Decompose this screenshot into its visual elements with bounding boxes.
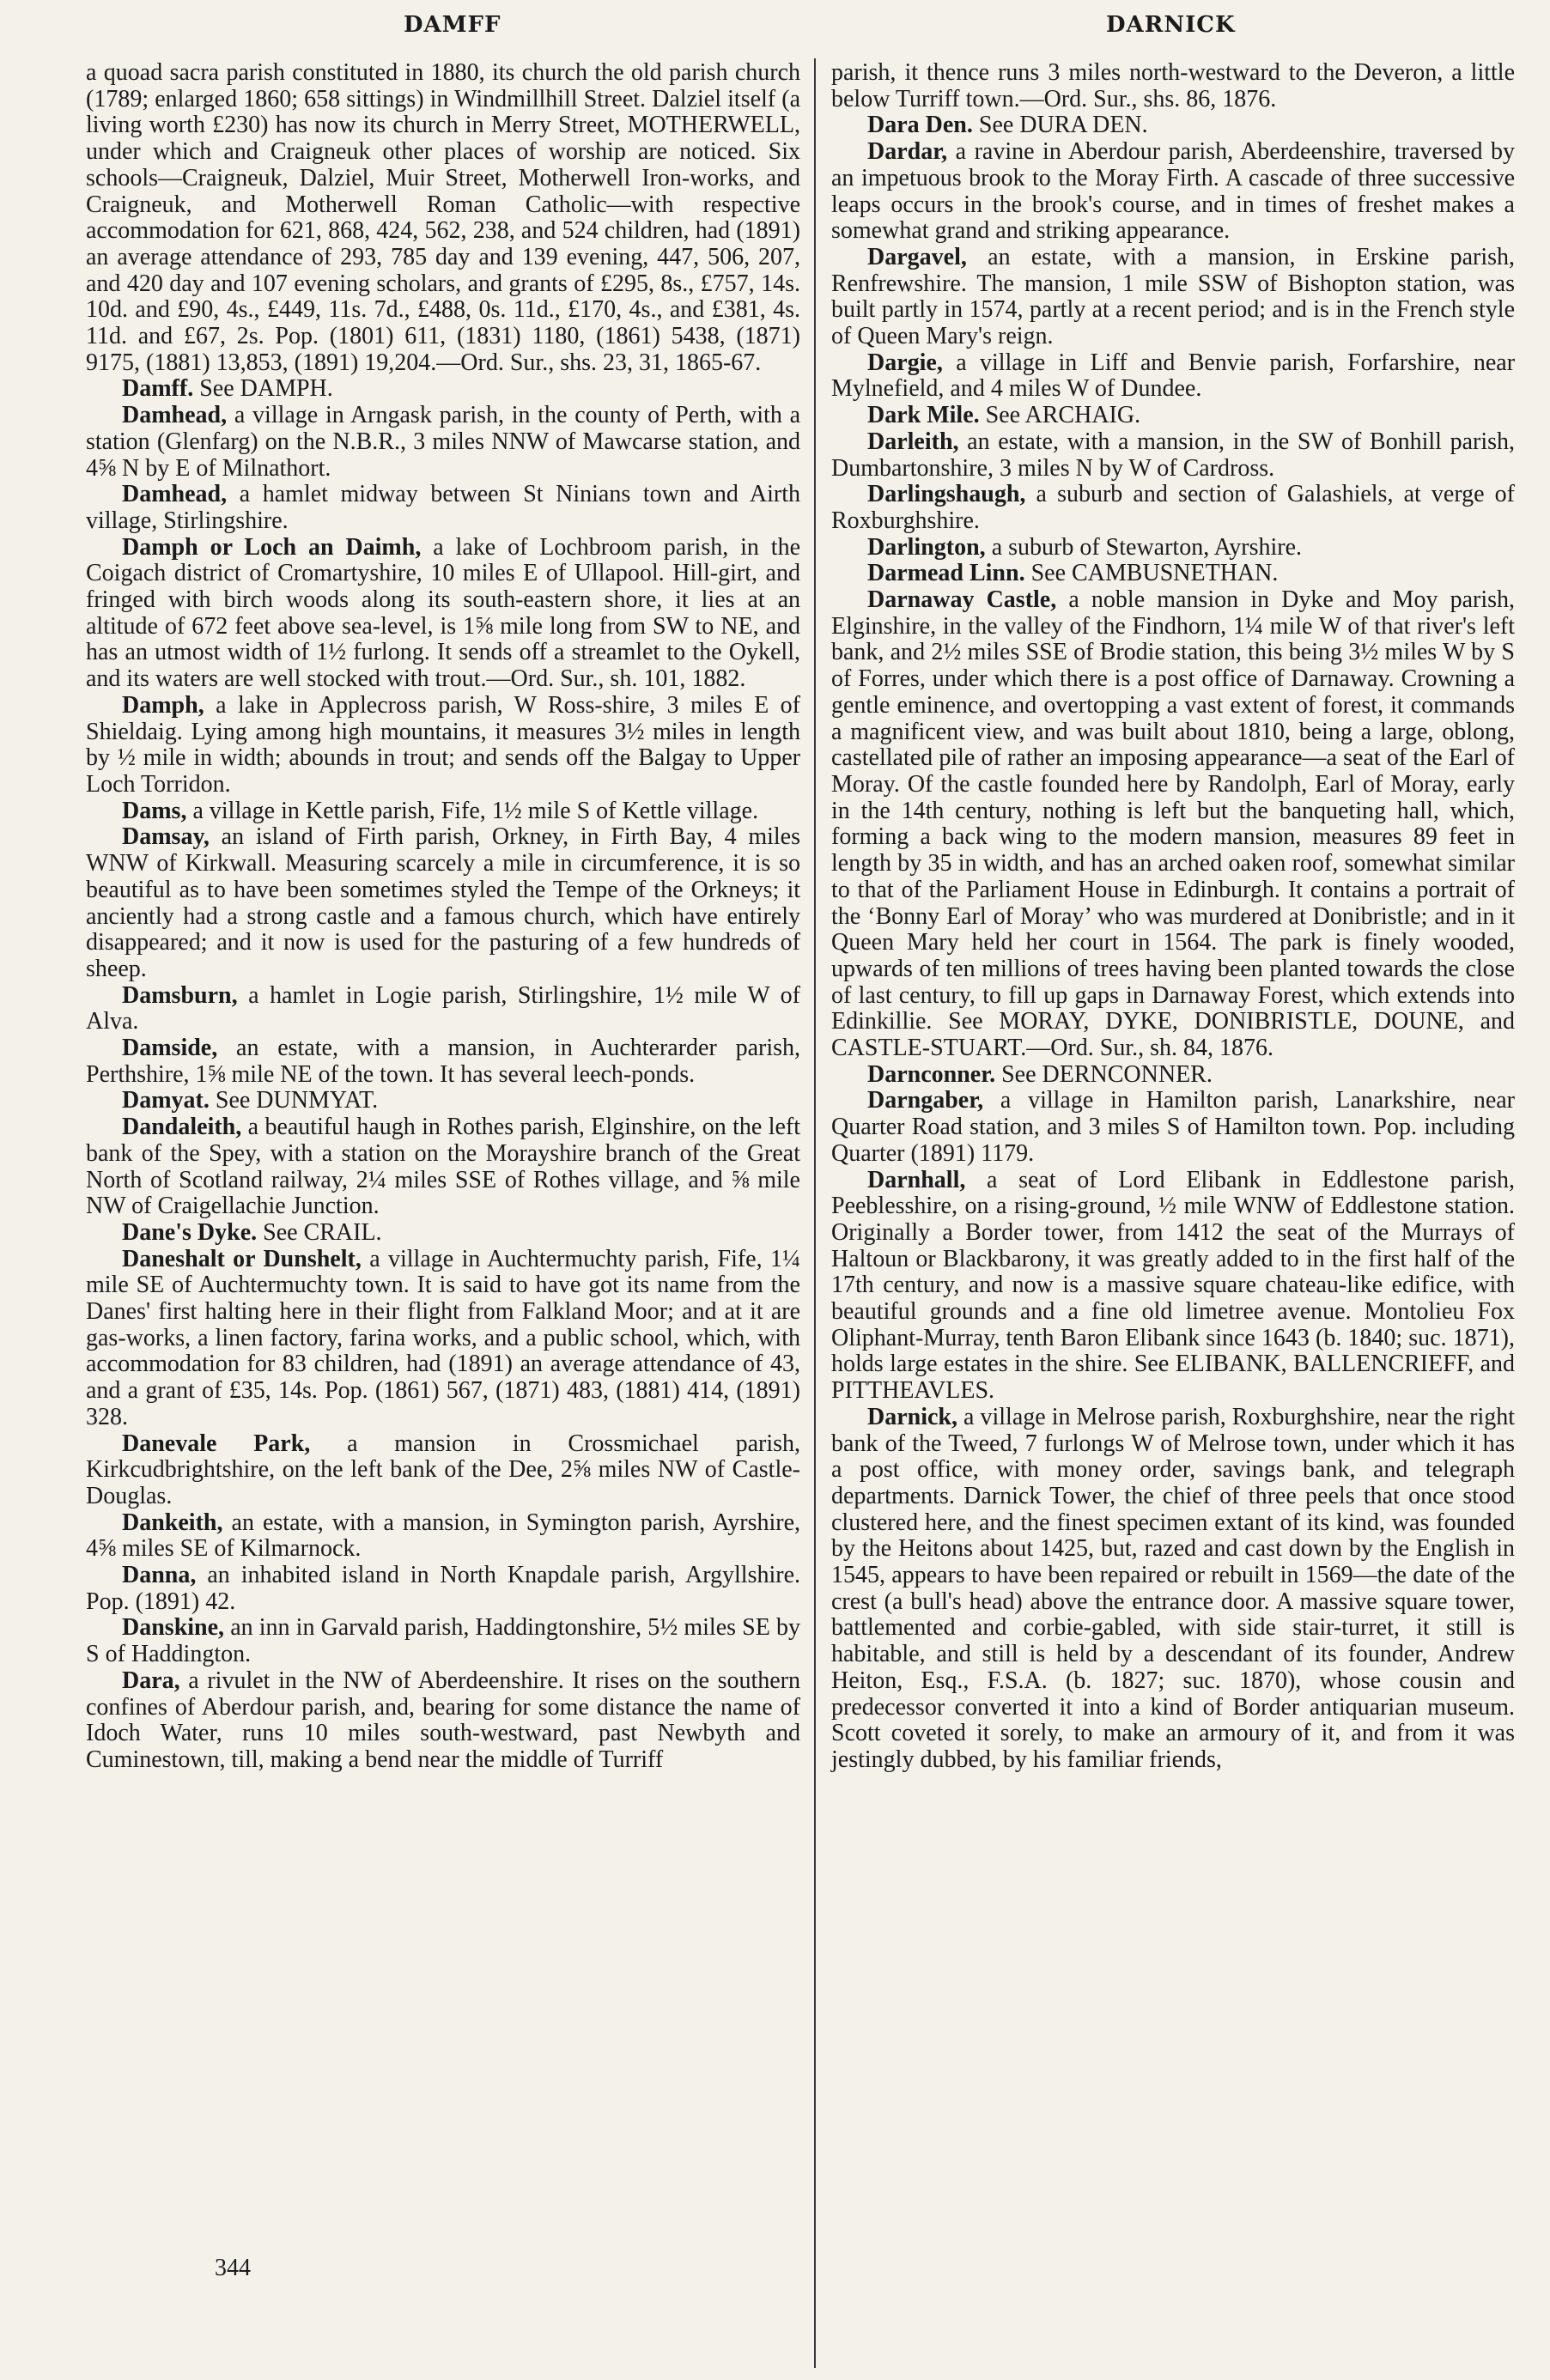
entry-text: See DAMPH. <box>199 375 333 403</box>
right-column <box>831 60 1515 1774</box>
gazetteer-entry <box>86 1510 800 1563</box>
entry-text: a noble mansion in Dyke and Moy parish, Elginshire, in the valley of the Findhorn, 1¼ mile W of that river's left bank, and 2½ miles SSE of Brodie station, this being 3½ miles W by S of Forres, under which there is a post office of Darnaway. Crowning a gentle eminence, and overtopping a vast extent of forest, it commands a magnificent view, and was built about 1810, being a large, oblong, castellated pile of rather an imposing appearance—a seat of the Earl of Moray. Of the castle founded here by Randolph, Earl of Moray, early in the 14th century, nothing is left but the banqueting hall, which, forming a back wing to the modern mansion, measures 89 feet in length by 35 in width, and has an arched oaken roof, somewhat similar to that of the Parliament House in Edinburgh. It contains a portrait of the ‘Bonny Earl of Moray’ who was murdered at Donibristle; and in it Queen Mary held her court in 1564. The park is finely wooded, upwards of ten millions of trees having been planted towards the close of last century, to fill up gaps in Darnaway Forest, which extends into Edinkillie. See MORAY, DYKE, DONIBRISTLE, DOUNE, and CASTLE-STUART.—Ord. Sur., sh. 84, 1876. <box>831 586 1516 1062</box>
gazetteer-entry <box>86 376 800 403</box>
entry-headword: Damph or Loch an Daimh, <box>122 533 422 561</box>
gazetteer-entry <box>86 1615 800 1667</box>
gazetteer-entry <box>86 1431 800 1510</box>
gazetteer-entry <box>831 403 1515 429</box>
entry-headword: Dankeith, <box>122 1509 223 1536</box>
entry-text: an inn in Garvald parish, Haddingtonshire, 5½ miles SE by S of Haddington. <box>86 1614 800 1668</box>
gazetteer-entry <box>831 350 1515 403</box>
entry-text: a mansion in Crossmichael parish, Kirkcudbrightshire, on the left bank of the Dee, 2⅝ miles NW of Castle-Douglas. <box>86 1430 801 1509</box>
gazetteer-entry <box>86 1247 800 1431</box>
entry-text: See DUNMYAT. <box>215 1087 379 1114</box>
gazetteer-entry <box>831 1405 1515 1774</box>
running-head-left: DAMFF <box>404 12 501 38</box>
gazetteer-entry <box>86 1563 800 1615</box>
gazetteer-entry <box>86 798 800 825</box>
entry-text: a ravine in Aberdour parish, Aberdeenshire, traversed by an impetuous brook to the Moray Firth. A cascade of three successive leaps occurs in the brook's course, and in times of freshet makes a somewhat grand and striking appearance. <box>831 138 1515 245</box>
gazetteer-entry <box>86 1668 800 1774</box>
entry-text: a village in Melrose parish, Roxburghshire, near the right bank of the Tweed, 7 furlongs W of Melrose town, under which it has a post office, with money order, savings bank, and telegraph departments. Darnick Tower, the chief of three peels that once stood clustered here, and the finest specimen extant of its kind, was founded by the Heitons about 1425, but, razed and cast down by the English in 1545, appears to have been repaired or rebuilt in 1569—the date of the crest (a bull's head) above the entrance door. A massive square tower, battlemented and corbie-gabled, with side stair-turret, it still is habitable, and still is held by a descendant of its founder, Andrew Heiton, Esq., F.S.A. (b. 1827; suc. 1870), whose cousin and predecessor converted it into a kind of Border antiquarian museum. Scott coveted it sorely, to make an armoury of it, and from it was jestingly dubbed, by his familiar friends, <box>831 1403 1515 1773</box>
gazetteer-entry <box>86 824 800 982</box>
entry-text: an estate, with a mansion, in the SW of Bonhill parish, Dumbartonshire, 3 miles N by W of Cardross. <box>831 428 1515 482</box>
entry-text: an inhabited island in North Knapdale parish, Argyllshire. Pop. (1891) 42. <box>86 1562 800 1615</box>
entry-text: a village in Hamilton parish, Lanarkshire, near Quarter Road station, and 3 miles S of Hamilton town. Pop. including Quarter (1891) 1179. <box>831 1087 1516 1167</box>
entry-text: a hamlet midway between St Ninians town and Airth village, Stirlingshire. <box>86 481 800 534</box>
gazetteer-entry <box>831 112 1515 139</box>
entry-text: a village in Kettle parish, Fife, 1½ mile S of Kettle village. <box>192 797 759 824</box>
entry-headword: Danevale Park, <box>122 1430 311 1457</box>
entry-headword: Damsay, <box>122 823 210 851</box>
gazetteer-entry <box>86 535 800 693</box>
entry-headword: Daneshalt or Dunshelt, <box>122 1245 362 1272</box>
gazetteer-entry <box>86 60 800 376</box>
entry-headword: Damside, <box>122 1035 218 1062</box>
entry-headword: Darnhall, <box>867 1166 966 1193</box>
column-divider <box>814 58 816 2368</box>
gazetteer-entry <box>831 1088 1515 1167</box>
entry-headword: Dargavel, <box>867 243 967 270</box>
entry-headword: Dargie, <box>867 349 943 376</box>
entry-text: a rivulet in the NW of Aberdeenshire. It rises on the southern confines of Aberdour parish, and, bearing for some distance the name of Idoch Water, runs 10 miles south-westward, past Newbyth and Cuminestown, till, making a bend near the middle of Turriff <box>86 1667 801 1773</box>
entry-headword: Danskine, <box>122 1614 225 1642</box>
entry-headword: Darleith, <box>867 428 959 455</box>
gazetteer-entry <box>86 1088 800 1114</box>
entry-headword: Dane's Dyke. <box>122 1218 258 1246</box>
entry-headword: Damhead, <box>122 481 228 508</box>
entry-text: See DURA DEN. <box>978 112 1148 139</box>
entry-headword: Dandaleith, <box>122 1114 242 1141</box>
entry-headword: Danna, <box>122 1562 197 1589</box>
gazetteer-entry <box>86 1220 800 1247</box>
entry-text: a village in Arngask parish, in the county of Perth, with a station (Glenfarg) on the N.B.R., 3 miles NNW of Mawcarse station, and 4⅝ N by E of Milnathort. <box>86 402 801 482</box>
entry-headword: Damyat. <box>122 1087 210 1114</box>
entry-headword: Darnick, <box>867 1403 957 1430</box>
gazetteer-entry <box>86 482 800 534</box>
page-number: 344 <box>215 2255 251 2281</box>
entry-text: a lake of Lochbroom parish, in the Coigach district of Cromartyshire, 10 miles E of Ullapool. Hill-girt, and fringed with birch woods along its south-eastern shore, it lies at an altitude of 672 feet above sea-level, is 1⅝ mile long from SW to NE, and has an utmost width of 1½ furlong. It sends off a streamlet to the Oykell, and its waters are well stocked with trout.—Ord. Sur., sh. 101, 1882. <box>86 533 800 693</box>
entry-text: an estate, with a mansion, in Auchterarder parish, Perthshire, 1⅝ mile NE of the town. It has several leech-ponds. <box>86 1035 801 1088</box>
entry-text: an estate, with a mansion, in Erskine parish, Renfrewshire. The mansion, 1 mile SSW of Bishopton station, was built partly in 1574, partly at a recent period; and is in the French style of Queen Mary's reign. <box>831 243 1516 350</box>
entry-text: See DERNCONNER. <box>1001 1060 1213 1088</box>
entry-text: an island of Firth parish, Orkney, in Firth Bay, 4 miles WNW of Kirkwall. Measuring scarcely a mile in circumference, it is so beautiful as to have been sometimes styled the Tempe of the Orkneys; it anciently had a strong castle and a famous church, which have entirely disappeared; and it now is used for the pasturing of a few hundreds of sheep. <box>86 823 800 982</box>
entry-headword: Dardar, <box>867 138 948 166</box>
entry-headword: Damph, <box>122 691 204 719</box>
entry-text: a suburb and section of Galashiels, at verge of Roxburghshire. <box>831 481 1515 534</box>
entry-headword: Damff. <box>122 375 194 403</box>
entry-text: a suburb of Stewarton, Ayrshire. <box>991 533 1303 561</box>
gazetteer-entry <box>831 561 1515 587</box>
entry-headword: Dara, <box>122 1667 180 1694</box>
gazetteer-entry <box>831 139 1515 245</box>
entry-text: a seat of Lord Elibank in Eddlestone parish, Peeblesshire, on a rising-ground, ½ mile WNW of Eddlestone station. Originally a Border tower, from 1412 the seat of the Murrays of Haltoun or Blackbarony, it was greatly added to in the first half of the 17th century, and now is a massive square chateau-like edifice, with beautiful grounds and a fine old limetree avenue. Montolieu Fox Oliphant-Murray, tenth Baron Elibank since 1643 (b. 1840; suc. 1871), holds large estates in the shire. See ELIBANK, BALLENCRIEFF, and PITTHEAVLES. <box>831 1166 1516 1405</box>
gazetteer-entry <box>831 1168 1515 1405</box>
running-head-right: DARNICK <box>1106 12 1236 38</box>
gazetteer-entry <box>831 482 1515 534</box>
entry-text: an estate, with a mansion, in Symington parish, Ayrshire, 4⅝ miles SE of Kilmarnock. <box>86 1509 801 1563</box>
entry-text: a village in Auchtermuchty parish, Fife, 1¼ mile SE of Auchtermuchty town. It is said to have got its name from the Danes' first halting here in their flight from Falkland Moor; and at it are gas-works, a linen factory, farina works, and a public school, which, with accommodation for 83 children, had (1891) an average attendance of 43, and a grant of £35, 14s. Pop. (1861) 567, (1871) 483, (1881) 414, (1891) 328. <box>86 1245 800 1430</box>
entry-headword: Dark Mile. <box>867 402 980 429</box>
entry-headword: Dara Den. <box>867 112 973 139</box>
gazetteer-entry <box>831 429 1515 482</box>
entry-text: See CRAIL. <box>263 1218 382 1246</box>
entry-headword: Darlington, <box>867 533 986 561</box>
entry-headword: Damhead, <box>122 402 228 429</box>
entry-text: a village in Liff and Benvie parish, Forfarshire, near Mylnefield, and 4 miles W of Dundee. <box>831 349 1516 403</box>
entry-headword: Damsburn, <box>122 981 238 1009</box>
entry-text: a beautiful haugh in Rothes parish, Elginshire, on the left bank of the Spey, with a station on the Morayshire branch of the Great North of Scotland railway, 2¼ miles SSE of Rothes village, and ⅝ mile NW of Craigellachie Junction. <box>86 1114 801 1220</box>
entry-headword: Dams, <box>122 797 187 824</box>
gazetteer-entry <box>86 983 800 1035</box>
entry-text: a hamlet in Logie parish, Stirlingshire, 1½ mile W of Alva. <box>86 981 800 1035</box>
entry-text: a lake in Applecross parish, W Ross-shire, 3 miles E of Shieldaig. Lying among high mountains, it measures 3½ miles in length by ½ mile in width; abounds in trout; and sends off the Balgay to Upper Loch Torridon. <box>86 691 800 798</box>
gazetteer-entry <box>86 693 800 798</box>
entry-text: See CAMBUSNETHAN. <box>1030 560 1279 587</box>
entry-headword: Darngaber, <box>867 1087 984 1114</box>
gazetteer-entry <box>86 1114 800 1220</box>
entry-headword: Darnconner. <box>867 1060 996 1088</box>
gazetteer-entry <box>831 587 1515 1062</box>
entry-headword: Darnaway Castle, <box>867 586 1057 614</box>
gazetteer-entry <box>831 245 1515 350</box>
gazetteer-entry <box>86 1035 800 1088</box>
entry-headword: Darmead Linn. <box>867 560 1025 587</box>
left-column <box>86 60 800 1774</box>
entry-text: a quoad sacra parish constituted in 1880, its church the old parish church (1789; enlarged 1860; 658 sittings) in Windmillhill Street. Dalziel itself (a living worth £230) has now its church in Merry Street, MOTHERWELL, under which and Craigneuk other places of worship are noticed. Six schools—Craigneuk, Dalziel, Muir Street, Motherwell Iron-works, and Craigneuk, and Motherwell Roman Catholic—with respective accommodation for 621, 868, 424, 562, 238, and 524 children, had (1891) an average attendance of 293, 785 day and 139 evening, 447, 506, 207, and 420 day and 107 evening scholars, and grants of £295, 8s., £757, 14s. 10d. and £90, 4s., £449, 11s. 7d., £488, 0s. 11d., £170, 4s., and £381, 4s. 11d. and £67, 2s. Pop. (1801) 611, (1831) 1180, (1861) 5438, (1871) 9175, (1881) 13,853, (1891) 19,204.—Ord. Sur., shs. 23, 31, 1865-67. <box>86 59 800 376</box>
gazetteer-entry <box>831 535 1515 562</box>
entry-text: parish, it thence runs 3 miles north-westward to the Deveron, a little below Turriff town.—Ord. Sur., shs. 86, 1876. <box>831 59 1515 112</box>
gazetteer-entry <box>831 1062 1515 1089</box>
entry-text: See ARCHAIG. <box>985 402 1141 429</box>
gazetteer-entry <box>831 60 1515 112</box>
gazetteer-entry <box>86 403 800 482</box>
entry-headword: Darlingshaugh, <box>867 481 1026 508</box>
